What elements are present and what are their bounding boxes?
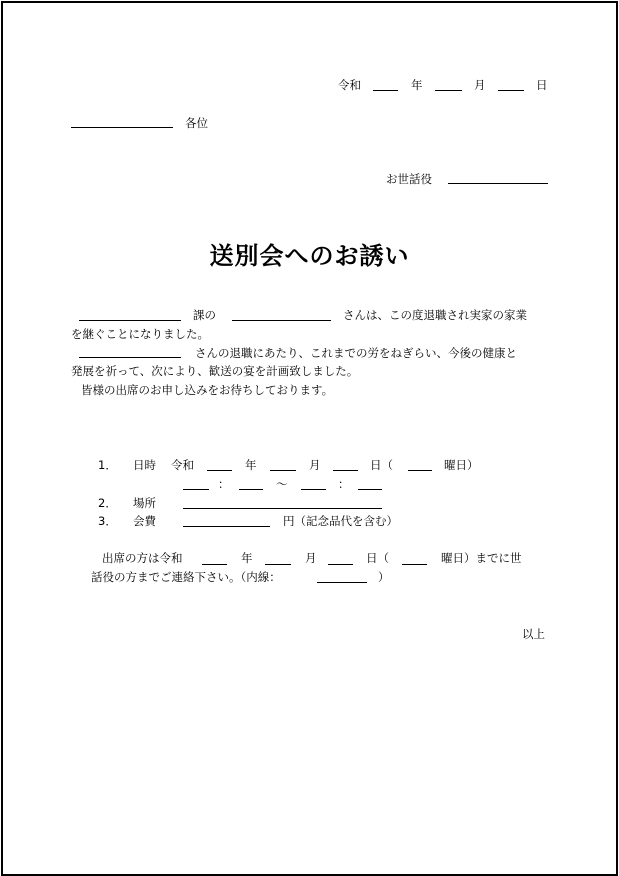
body-line2: を継ぐことになりました。 <box>71 327 209 341</box>
item1-number: 1． <box>98 458 117 472</box>
extension-blank <box>317 582 367 583</box>
reply-day-blank <box>328 564 353 565</box>
reply-month-blank <box>265 564 291 565</box>
reply-month: 月 <box>305 551 317 565</box>
time-tilde: ～ <box>276 477 288 491</box>
item2-number: 2． <box>98 496 117 510</box>
page-title: 送別会へのお誘い <box>209 242 410 270</box>
dept-blank <box>79 320 181 321</box>
name-blank-1 <box>232 320 331 321</box>
item1-year: 年 <box>245 458 257 472</box>
reply-line1-start: 出席の方は令和 <box>102 551 183 565</box>
date-month-blank <box>435 90 462 91</box>
body-line4: 発展を祈って、次により、歓送の宴を計画致しました。 <box>71 364 359 378</box>
item1-year-blank <box>207 470 232 471</box>
time-end-min-blank <box>358 489 382 490</box>
date-reiwa: 令和 <box>338 78 361 92</box>
time-end-hour-blank <box>301 489 326 490</box>
body-line5: 皆様の出席のお申し込みをお待ちしております。 <box>81 383 334 397</box>
page-border <box>1 1 618 876</box>
reply-year: 年 <box>241 551 253 565</box>
item3-label: 会費 <box>133 514 156 528</box>
reply-day-open: 日（ <box>366 551 389 565</box>
item1-weekday-blank <box>408 470 432 471</box>
date-day-blank <box>498 90 524 91</box>
body-line1-tail: さんは、この度退職され実家の家業 <box>343 308 527 322</box>
item3-number: 3． <box>98 514 117 528</box>
item1-reiwa: 令和 <box>171 458 194 472</box>
dept-ka-no: 課の <box>193 308 216 322</box>
time-end-colon: ： <box>338 477 350 491</box>
item1-weekday-close: 曜日） <box>444 458 479 472</box>
reply-close-paren: ） <box>378 570 390 584</box>
name-blank-2 <box>79 357 181 358</box>
time-start-colon: ： <box>218 477 230 491</box>
organizer-blank <box>448 183 548 184</box>
body-line3-tail: さんの退職にあたり、これまでの労をねぎらい、今後の健康と <box>195 346 517 360</box>
item1-month-blank <box>270 470 296 471</box>
time-start-min-blank <box>239 489 263 490</box>
organizer-label: お世話役 <box>386 172 432 186</box>
item1-day-open: 日（ <box>370 458 393 472</box>
time-start-hour-blank <box>183 489 209 490</box>
fee-blank <box>183 526 270 527</box>
reply-year-blank <box>202 564 227 565</box>
date-month: 月 <box>474 78 486 92</box>
fee-note: 円（記念品代を含む） <box>283 514 398 528</box>
item1-label: 日時 <box>133 458 156 472</box>
recipients-blank <box>71 127 173 128</box>
closing-ijou: 以上 <box>522 627 545 641</box>
date-year-blank <box>373 90 398 91</box>
place-blank <box>183 508 382 509</box>
item2-label: 場所 <box>133 496 156 510</box>
reply-line2-start: 話役の方までご連絡下さい。（内線： <box>91 570 281 584</box>
reply-weekday-blank <box>402 564 427 565</box>
item1-day-blank <box>333 470 358 471</box>
item1-month: 月 <box>309 458 321 472</box>
date-year: 年 <box>411 78 423 92</box>
date-day: 日 <box>536 78 548 92</box>
recipients-label: 各位 <box>185 116 208 130</box>
reply-weekday-tail: 曜日）までに世 <box>441 551 522 565</box>
